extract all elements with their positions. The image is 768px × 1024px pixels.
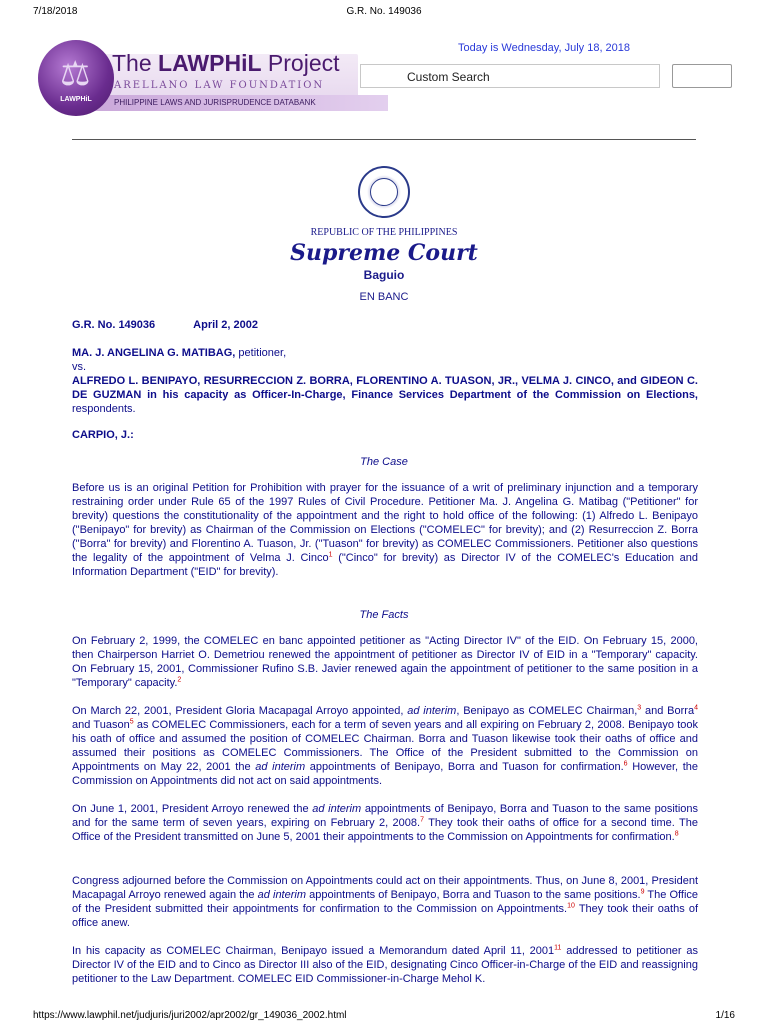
page-number: 1/16 xyxy=(715,1010,735,1021)
paragraph-1: Before us is an original Petition for Prohibition with prayer for the issuance of a writ of preliminary injunction and a temporary restraining order under Rule 65 of the 1997 Rules of Civil Procedure. Petitioner Ma. J. Angelina G. Matibag ("Petitioner" for brevity) questions the constitutionality of the appointment and the right to hold office of the following: (1) Alfredo L. Benipayo ("Benipayo" for brevity) as Chairman of the Commission on Elections ("COMELEC" for brevity); and (2) Resurreccion Z. Borra ("Borra" for brevity) and Florentino A. Tuason, Jr. ("Tuason" for brevity) as COMELEC Commissioners. Petitioner also questions the legality of the appointment of Velma J. Cinco$^1$ ("Cinco" for brevity) as Director IV of the COMELEC's Education and Information Department ("EID" for brevity). xyxy=(72,482,698,578)
paragraph-5: Congress adjourned before the Commission on Appointments could act on their appointments. Thus, on June 8, 2001, President Macapagal Arroyo renewed again the ad interim appointments of Benipayo, Borra and Tuason to the same positions.$^9$ The Office of the President submitted their appointments for confirmation to the Commission on Appointments.$^{10}$ They took their oaths of office anew. xyxy=(72,875,699,929)
logo-tagline: PHILIPPINE LAWS AND JURISPRUDENCE DATABANK xyxy=(114,98,316,107)
search-placeholder: Custom Search xyxy=(407,70,490,84)
logo-title: The LAWPHiL Project xyxy=(112,50,340,76)
case-date: April 2, 2002 xyxy=(193,319,258,331)
footnote-link[interactable]: 4 xyxy=(694,704,698,712)
case-parties: MA. J. ANGELINA G. MATIBAG, petitioner, vs. ALFREDO L. BENIPAYO, RESURRECCION Z. BORRA, FLORENTINO A. TUASON, JR., VELMA J. CINCO, and GIDEON C. DE GUZMAN in his capacity as Officer-In-Charge, Finance Services Department of the Commission on Elections, respondents. xyxy=(72,347,698,415)
page-url: https://www.lawphil.net/judjuris/juri2002/apr2002/gr_149036_2002.html xyxy=(33,1010,347,1021)
supreme-court-seal-icon xyxy=(358,166,410,218)
paragraph-6: In his capacity as COMELEC Chairman, Benipayo issued a Memorandum dated April 11, 2001$^{11}$ addressed to petitioner as Director IV of the EID and to Cinco as Director III also of the EID, designating Cinco Officer-in-Charge of the EID and reassigning petitioner to the Law Department. COMELEC EID Commissioner-in-Charge Mehol K. xyxy=(72,944,698,985)
divider xyxy=(72,139,696,140)
section-the-case: The Case xyxy=(360,456,408,468)
print-date: 7/18/2018 xyxy=(33,6,78,17)
respondents-names: ALFREDO L. BENIPAYO, RESURRECCION Z. BORRA, FLORENTINO A. TUASON, JR., VELMA J. CINCO, and GIDEON C. DE GUZMAN in his capacity as Officer-In-Charge, Finance Services Department of the Commission on Elections, xyxy=(72,375,698,401)
footnote-link[interactable]: 6 xyxy=(623,760,628,768)
footnote-link[interactable]: 9 xyxy=(640,888,645,896)
print-title: G.R. No. 149036 xyxy=(346,6,422,17)
court-city: Baguio xyxy=(363,268,405,282)
paragraph-3: On March 22, 2001, President Gloria Macapagal Arroyo appointed, ad interim, Benipayo as COMELEC Chairman,$^3$ and Borra$^4$ and Tuason$^5$ as COMELEC Commissioners, each for a term of seven years and all expiring on February 2, 2008. Benipayo took his oath of office and assumed the position of COMELEC Chairman. Borra and Tuason likewise took their oaths of office and assumed their positions as COMELEC Commissioners. The Office of the President submitted to the Commission on Appointments on May 22, 2001 the ad interim appointments of Benipayo, Borra and Tuason for confirmation.$^6$ However, the Commission on Appointments did not act on said appointments. xyxy=(72,704,699,787)
paragraph-4: On June 1, 2001, President Arroyo renewed the ad interim appointments of Benipayo, Borra and Tuason to the same positions and for the same term of seven years, expiring on February 2, 2008.$^7$ They took their oaths of office for a second time. The Office of the President transmitted on June 5, 2001 their appointments to the Commission on Appointments for confirmation.$^8$ xyxy=(72,803,698,843)
footnote-link[interactable]: 8 xyxy=(674,830,679,838)
footnote-link[interactable]: 11 xyxy=(554,944,562,952)
footnote-link[interactable]: 3 xyxy=(637,704,642,712)
petitioner-name: MA. J. ANGELINA G. MATIBAG, xyxy=(72,347,236,359)
today-date: Today is Wednesday, July 18, 2018 xyxy=(458,42,631,54)
footnote-link[interactable]: 7 xyxy=(420,816,424,824)
lawphil-logo[interactable] xyxy=(38,40,352,116)
print-header xyxy=(0,0,768,20)
versus: vs. xyxy=(72,361,87,373)
logo-subtitle: ARELLANO LAW FOUNDATION xyxy=(114,80,325,91)
court-division: EN BANC xyxy=(359,291,409,303)
paragraph-2: On February 2, 1999, the COMELEC en banc appointed petitioner as "Acting Director IV" of the EID. On February 15, 2000, then Chairperson Harriet O. Demetriou renewed the appointment of petitioner as Director IV of EID in a "Temporary" capacity. On February 15, 2001, Commissioner Rufino S.B. Javier renewed again the appointment of petitioner to the same position in a "Temporary" capacity.$^2$ xyxy=(72,635,698,689)
search-button[interactable] xyxy=(672,64,732,88)
scales-of-justice-icon: ⚖ LAWPHiL xyxy=(38,40,114,116)
case-header xyxy=(72,318,698,332)
footnote-link[interactable]: 2 xyxy=(177,676,182,684)
ponente: CARPIO, J.: xyxy=(72,429,134,441)
footnote-link[interactable]: 5 xyxy=(129,718,134,726)
section-the-facts: The Facts xyxy=(359,609,409,621)
republic-label: REPUBLIC OF THE PHILIPPINES xyxy=(310,227,458,238)
search-input[interactable] xyxy=(360,64,660,88)
case-number: G.R. No. 149036 xyxy=(72,319,156,331)
footnote-link[interactable]: 10 xyxy=(567,902,575,910)
court-name: Supreme Court xyxy=(290,240,478,266)
footnote-link[interactable]: 1 xyxy=(328,551,333,559)
